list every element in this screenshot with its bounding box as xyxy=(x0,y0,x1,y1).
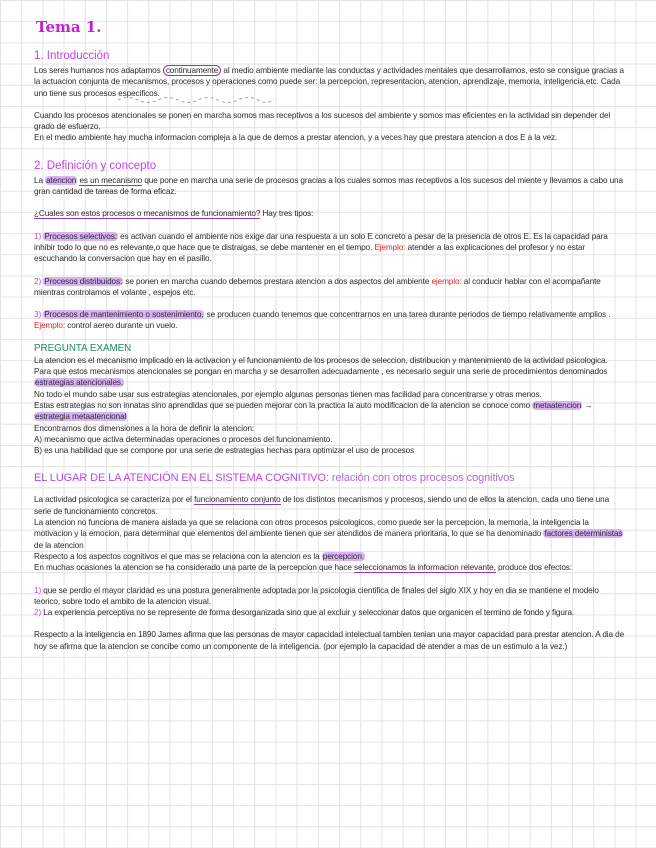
exam-p2-text: Para que estos mecanismos atencionales se pongan en marcha y se desarrollen adecuadamente , es necesario seguir una serie de procedimientos denominados xyxy=(34,367,608,377)
circled-word: continuamente xyxy=(163,65,221,76)
page-title: Tema 1. xyxy=(36,18,102,36)
underline-seleccionamos: seleccionamos la informacion relevante, xyxy=(354,563,496,573)
highlight-estrategias: estrategias atencionales. xyxy=(35,378,124,388)
s3-p4-text-b: produce dos efectos: xyxy=(495,563,572,573)
question-underlined: ¿Cuales son estos procesos o mecanismos de funcionamiento? xyxy=(34,209,261,219)
effect-1 xyxy=(34,585,626,608)
exam-paragraph-3: No todo el mundo sabe usar sus estrategias atencionales, por ejemplo algunas personas tienen mas facilidad para concentrarse y otras menos. xyxy=(34,389,542,399)
exam-paragraph-5: Encontramos dos dimensiones a la hora de definir la atencion: xyxy=(34,423,255,433)
section-3-paragraph-5: Respecto a la inteligencia en 1890 James afirma que las personas de mayor capacidad intelectual tambien tenian una mayor capacidad para prestar atencion. A dia de hoy se afirma que la atencion se concibe como un componente de la inteligencia. (por ejemplo la capacidad de atender a mas de un estimulo a la vez.) xyxy=(34,630,625,651)
highlight-metaatencion: metaatencion xyxy=(533,400,582,410)
section-3-paragraph-1 xyxy=(34,494,626,517)
notes-page xyxy=(34,14,626,652)
type-2-example: al conducir hablar con el acompañante mientras controlamos el volante , espejos etc. xyxy=(34,276,601,297)
type-3-paragraph xyxy=(34,309,626,332)
question-rest: Hay tres tipos: xyxy=(260,209,314,219)
s3-p4-text-a: En muchas ocasiones la atencion se ha considerado una parte de la percepcion que hace xyxy=(34,563,352,573)
s3-p1-text-a: La actividad psicologica se caracteriza por el xyxy=(34,495,192,505)
intro-paragraph-2: Cuando los procesos atencionales se ponen en marcha somos mas receptivos a los sucesos del ambiente y somos mas eficientes en la actividad sin depender del grado de esfuerzo. xyxy=(34,110,611,132)
section-3-subtitle: relación con otros procesos cognitivos xyxy=(328,472,515,485)
definition-paragraph xyxy=(34,175,626,198)
underline-funcionamiento: funcionamiento conjunto xyxy=(194,495,281,505)
exam-paragraph-4 xyxy=(34,400,626,423)
section-heading-introduccion: 1. Introducción xyxy=(34,50,110,62)
exam-paragraph-2 xyxy=(34,366,626,389)
question-line xyxy=(34,208,626,219)
effect-2-text: La experiencia perceptiva no se represente de forma desorganizada sino que al excluir y seleccionar datos que organicen el termino de fondo y figura. xyxy=(41,608,575,618)
s3-p1-text-b: de los distintos mecanismos y procesos, siendo uno de ellos la atencion, cada uno tiene una serie de funcionamiento concretos. xyxy=(34,495,610,516)
s3-p2-text-a: La atencion no funciona de manera aislada ya que se relaciona con otros procesos psicologicos, como puede ser la percepcion, la memoria, la inteligencia la motivacion y la emocion, para determinar que elementos del ambiente tienen que ser atendidos de manera prioritaria, lo que se ha denominado xyxy=(34,518,589,539)
exam-heading: PREGUNTA EXAMEN xyxy=(34,342,132,354)
exam-paragraph-6: A) mecanismo que activa determinadas operaciones o procesos del funcionamiento. xyxy=(34,434,333,444)
type-1-example-label: Ejemplo: xyxy=(374,242,406,252)
effect-2 xyxy=(34,607,626,618)
effect-1-text: que se perdio el mayor claridad es una postura generalmente adoptada por la psicologia cientifica de finales del siglo XIX y hoy en dia se mantiene el modelo teorico, sobre todo el ambito de la atencion visual. xyxy=(34,585,599,606)
intro-paragraph-1 xyxy=(34,65,626,99)
type-3-text: se producen cuando tenemos que concentrarnos en una tarea durante periodos de tiempo relativamente amplios . xyxy=(204,310,611,320)
intro-text-a: Los seres humanos nos adaptamos xyxy=(34,66,161,75)
section-heading-definicion: 2. Definición y concepto xyxy=(34,159,157,172)
type-1-number: 1) xyxy=(34,231,42,241)
highlight-factores: factores deterministas xyxy=(544,529,623,539)
def-text-b: que pone en marcha una serie de procesos gracias a los cuales somos mas receptivos a los sucesos del miente y llevamos a cabo una gran cantidad de tareas de forma eficaz. xyxy=(34,175,623,197)
intro-paragraph-3: En el medio ambiente hay mucha informacion compleja a la que de demos a prestar atencion, y a veces hay que prestara atencion a dos E a la vez. xyxy=(34,133,558,143)
arrow: → xyxy=(582,400,593,410)
section-3-paragraph-2 xyxy=(34,517,626,551)
type-2-text: se ponen en marcha cuando debemos prestara atencion a dos aspectos del ambiente xyxy=(123,276,432,286)
highlight-percepcion: percepcion. xyxy=(322,551,364,561)
type-3-example: control aereo durante un vuelo. xyxy=(65,321,178,331)
type-1-label: Procesos selectivos: xyxy=(44,231,117,241)
effect-2-number: 2) xyxy=(34,608,42,618)
type-2-example-label: ejemplo: xyxy=(431,276,462,286)
type-1-paragraph xyxy=(34,231,626,265)
type-2-number: 2) xyxy=(34,276,42,286)
intro-text-b: al medio ambiente mediante las conductas y actividades mentales que desarrollamos, esto se consigue gracias a la actuacion conjunta de mecanismos, procesos y operaciones como puede ser: la percepcion, representacion, atencion, aprendizaje, memoria, inteligencia,etc. Cada uno tiene sus procesos especificos. xyxy=(34,66,624,98)
type-2-paragraph xyxy=(34,276,626,299)
highlight-estrategia-metaatencional: estrategia metaatencional xyxy=(35,412,127,422)
section-3-paragraph-4 xyxy=(34,562,626,573)
type-3-example-label: Ejemplo: xyxy=(34,321,66,331)
type-3-label: Procesos de mantenimiento o sostenimiento, xyxy=(44,310,204,320)
type-2-label: Procesos distribuidos: xyxy=(44,276,123,286)
s3-p3-text: Respecto a los aspectos cognitivos el que mas se relaciona con la atencion es la xyxy=(34,551,320,561)
exam-p4-text: Estas estrategias no son innatas sino aprendidas que se pueden mejorar con la practica la auto modificacion de la atencion se conoce como xyxy=(34,400,531,410)
underline-mecanismo: es un mecanismo xyxy=(79,175,143,185)
section-3-paragraph-3 xyxy=(34,551,626,562)
section-heading-lugar-atencion xyxy=(34,472,626,484)
highlight-atencion: atencion xyxy=(46,175,77,185)
type-1-example: atender a las explicaciones del profesor y no estar escuchando la conversacion que hay en el pasillo. xyxy=(34,242,585,264)
def-text-a: La xyxy=(34,175,43,185)
section-3-title: EL LUGAR DE LA ATENCIÓN EN EL SISTEMA COGNITIVO: xyxy=(34,472,329,485)
effect-1-number: 1) xyxy=(34,585,42,595)
exam-paragraph-7: B) es una habilidad que se compone por una serie de estrategias hechas para optimizar el uso de procesos xyxy=(34,446,415,456)
type-3-number: 3) xyxy=(34,310,42,320)
exam-paragraph-1: La atencion es el mecanismo implicado en la activacion y el funcionamiento de los procesos de seleccion, distribucion y mantenimiento de la actividad psicologica. xyxy=(34,355,608,365)
s3-p2-text-b: de la atencion xyxy=(34,540,84,550)
type-1-text: es activan cuando el ambiente nos exige dar una respuesta a un solo E concreto a pesar de la presencia de otros E. Es la capacidad para inhibir todo lo que no es relevante,o que hace que te distraigas, se debe mantener en el tiempo. xyxy=(34,231,608,252)
